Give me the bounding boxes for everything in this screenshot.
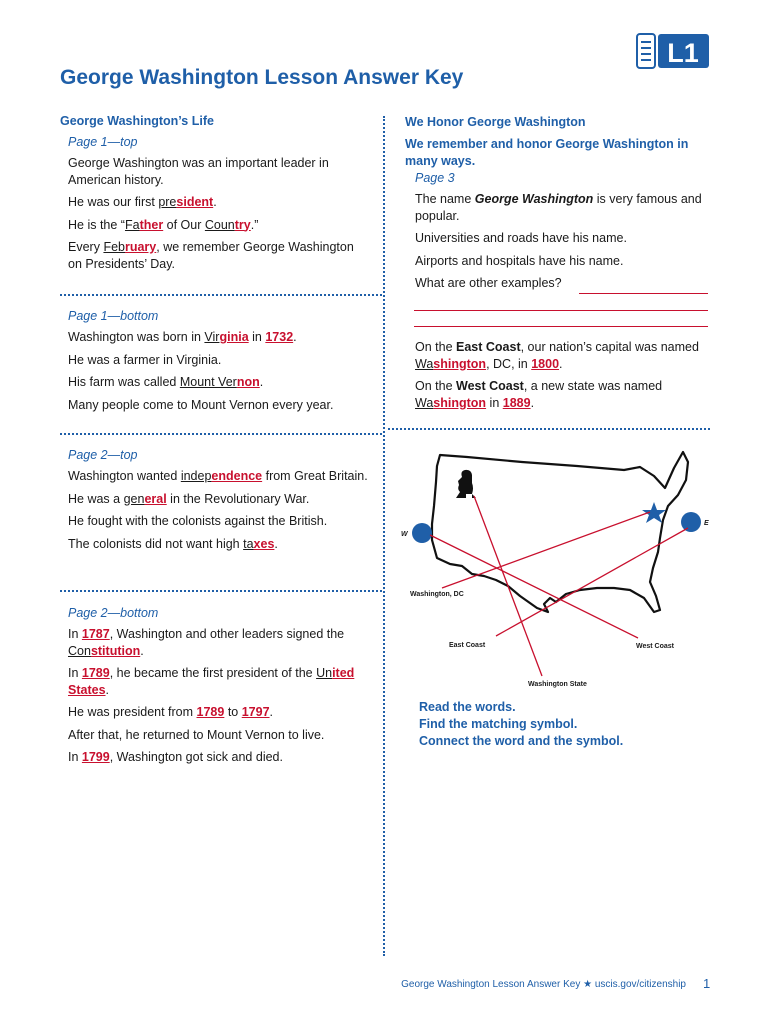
- section-page1-bottom: [68, 309, 368, 413]
- west-coast-circle-icon: [412, 523, 432, 543]
- footer-text: George Washington Lesson Answer Key ★ uscis.gov/citizenship: [401, 979, 686, 990]
- answer-blank-line: [579, 293, 708, 294]
- instruction-line: Find the matching symbol.: [419, 717, 578, 731]
- answer-word: stitution: [90, 643, 141, 658]
- text-segment: East Coast: [456, 340, 521, 354]
- text-segment: He was a farmer in Virginia.: [68, 352, 222, 367]
- text-segment: The name: [415, 192, 475, 206]
- text-segment: He fought with the colonists against the British.: [68, 514, 328, 528]
- text-segment: .: [259, 375, 264, 389]
- text-segment: On the: [415, 379, 456, 393]
- text-segment: Vir: [204, 330, 220, 344]
- answer-word: non: [236, 375, 260, 389]
- text-segment: , DC, in: [486, 356, 532, 371]
- text-segment: .: [213, 195, 217, 209]
- text-line: [68, 536, 368, 553]
- text-segment: .: [274, 536, 278, 551]
- text-segment: In: [68, 666, 82, 680]
- text-segment: to: [224, 705, 242, 719]
- text-segment: His farm was called: [68, 375, 180, 389]
- answer-word: ited States: [68, 666, 355, 697]
- right-subheading: We remember and honor George Washington in many ways.: [405, 137, 689, 168]
- answer-blank-line: [414, 326, 708, 327]
- answer-word: endence: [211, 469, 263, 483]
- text-line: [415, 339, 710, 372]
- text-line: [68, 155, 368, 188]
- text-line: [68, 352, 368, 369]
- instruction-line: Read the words.: [419, 700, 516, 714]
- section-subtitle: Page 2—bottom: [68, 606, 159, 620]
- text-segment: in the Revolutionary War.: [166, 491, 310, 506]
- map-label-east-coast: East Coast: [449, 642, 486, 649]
- answer-word: try: [234, 217, 251, 232]
- text-segment: in: [248, 330, 266, 344]
- answer-blank-line: [414, 310, 708, 311]
- text-line: [68, 513, 368, 530]
- page-title: George Washington Lesson Answer Key: [60, 66, 464, 89]
- text-segment: ta: [243, 536, 254, 551]
- text-segment: He was a: [68, 491, 124, 506]
- text-line: [415, 378, 710, 411]
- section-page3: [415, 171, 710, 292]
- text-segment: .: [530, 395, 535, 410]
- answer-word: shington: [433, 395, 487, 410]
- answer-word: xes: [253, 536, 275, 551]
- text-line: [415, 191, 710, 224]
- text-line: [415, 253, 710, 270]
- text-line: [68, 194, 368, 211]
- text-line: [68, 397, 368, 414]
- text-segment: Every: [68, 240, 104, 254]
- text-segment: .”: [250, 217, 259, 232]
- text-segment: Fa: [124, 217, 140, 232]
- text-segment: Washington wanted: [68, 469, 181, 483]
- text-segment: Airports and hospitals have his name.: [415, 253, 624, 268]
- map-label-dc: Washington, DC: [410, 591, 464, 598]
- text-segment: .: [105, 682, 110, 697]
- text-segment: Wa: [415, 356, 434, 371]
- divider: [60, 294, 382, 296]
- text-segment: In: [68, 627, 82, 641]
- answer-word: 1787: [81, 627, 110, 641]
- text-line: [68, 665, 368, 698]
- section-page2-bottom: [68, 606, 368, 766]
- answer-word: 1797: [241, 705, 270, 719]
- text-segment: , our nation’s capital was named: [520, 340, 699, 354]
- text-line: [415, 230, 710, 247]
- text-segment: pre: [158, 195, 177, 209]
- text-segment: gen: [123, 491, 145, 506]
- text-line: [68, 239, 368, 272]
- text-line: [68, 749, 368, 766]
- instruction-line: Connect the word and the symbol.: [419, 734, 624, 748]
- section-page1-top: [68, 135, 368, 272]
- answer-word: sident: [176, 195, 214, 209]
- answer-word: eral: [144, 491, 167, 506]
- text-segment: .: [140, 643, 144, 658]
- text-segment: Coun: [204, 217, 235, 232]
- text-segment: Washington was born in: [68, 330, 205, 344]
- section-subtitle: Page 3: [415, 171, 455, 185]
- map-label-e: E: [704, 520, 709, 527]
- section-page2-top: [68, 448, 368, 552]
- column-divider: [383, 116, 385, 956]
- text-segment: .: [559, 356, 563, 371]
- text-line: [68, 626, 368, 659]
- text-segment: indep: [180, 469, 212, 483]
- text-line: [68, 329, 368, 346]
- answer-word: shington: [433, 356, 487, 371]
- section-subtitle: Page 1—bottom: [68, 309, 159, 323]
- text-segment: Wa: [415, 395, 434, 410]
- text-segment: in: [486, 395, 503, 410]
- text-line: [68, 468, 368, 485]
- answer-word: 1789: [81, 666, 110, 680]
- text-segment: He was president from: [68, 705, 197, 719]
- text-segment: is very famous and popular.: [415, 192, 702, 223]
- divider: [60, 433, 382, 435]
- text-segment: , he became the first president of the: [109, 666, 317, 680]
- left-heading: George Washington’s Life: [60, 114, 214, 128]
- us-map-activity: [392, 440, 717, 695]
- divider: [60, 590, 382, 592]
- text-segment: In: [68, 750, 82, 764]
- text-segment: George Washington: [474, 192, 594, 206]
- text-segment: He is the “: [68, 217, 125, 232]
- text-segment: Feb: [103, 240, 125, 254]
- instructions: [419, 699, 623, 750]
- text-segment: , we remember George Washington on Presidents’ Day.: [68, 240, 354, 271]
- text-segment: , Washington and other leaders signed the: [109, 627, 345, 641]
- map-label-w: W: [401, 531, 408, 538]
- page-number: 1: [703, 976, 711, 991]
- right-heading: We Honor George Washington: [405, 115, 586, 129]
- lesson-level-logo: [636, 33, 710, 69]
- text-segment: from Great Britain.: [262, 469, 368, 483]
- text-segment: Many people come to Mount Vernon every year.: [68, 397, 334, 412]
- text-segment: .: [293, 330, 297, 344]
- answer-word: ruary: [124, 240, 157, 254]
- answer-word: 1889: [502, 395, 531, 410]
- text-segment: , a new state was named: [523, 379, 663, 393]
- text-line: [68, 217, 368, 234]
- text-segment: What are other examples?: [415, 276, 562, 290]
- answer-word: ther: [139, 217, 164, 232]
- east-coast-circle-icon: [681, 512, 701, 532]
- text-segment: On the: [415, 340, 456, 354]
- answer-word: 1789: [196, 705, 225, 719]
- divider: [388, 428, 710, 430]
- section-subtitle: Page 1—top: [68, 135, 138, 149]
- text-line: [68, 704, 368, 721]
- text-segment: , Washington got sick and died.: [109, 750, 283, 764]
- text-line: [68, 491, 368, 508]
- map-label-west-coast: West Coast: [636, 643, 674, 650]
- text-segment: of Our: [163, 217, 205, 232]
- section-coasts: [415, 333, 710, 411]
- answer-word: ginia: [219, 330, 249, 344]
- text-line: [415, 275, 710, 292]
- text-segment: Un: [316, 666, 333, 680]
- answer-word: 1799: [81, 750, 110, 764]
- text-segment: The colonists did not want high: [68, 536, 244, 551]
- answer-word: 1800: [531, 356, 560, 371]
- answer-word: 1732: [265, 330, 294, 344]
- text-line: [68, 374, 368, 391]
- section-subtitle: Page 2—top: [68, 448, 138, 462]
- text-segment: Universities and roads have his name.: [415, 231, 627, 245]
- text-segment: After that, he returned to Mount Vernon to live.: [68, 727, 325, 742]
- text-line: [68, 727, 368, 744]
- text-segment: George Washington was an important leader in American history.: [68, 156, 329, 187]
- map-label-washington-state: Washington State: [528, 681, 587, 688]
- text-segment: He was our first: [68, 195, 159, 209]
- text-segment: Mount Ver: [179, 375, 237, 389]
- text-segment: .: [269, 705, 274, 719]
- text-segment: West Coast: [456, 379, 524, 393]
- logo-text: L1: [667, 38, 699, 68]
- text-segment: Con: [68, 643, 91, 658]
